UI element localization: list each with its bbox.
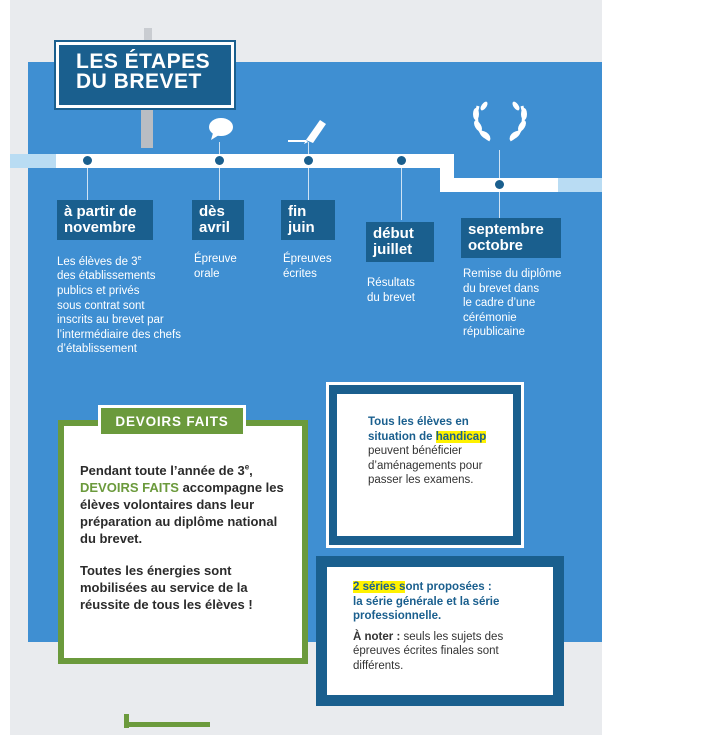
desc-line: du brevet dans: [463, 282, 540, 295]
note-label: À noter :: [353, 630, 401, 643]
date-label-september: [461, 218, 561, 258]
desc-line: Remise du diplôme: [463, 268, 562, 280]
series-line-1-rest: ont proposées :: [405, 581, 492, 593]
connector-line: [87, 168, 88, 200]
desc-line: orale: [194, 267, 220, 280]
devoirs-faits-paragraph-1: [80, 460, 294, 547]
desc-line: Épreuve: [194, 253, 237, 265]
timeline-dot: [215, 156, 224, 165]
date-line: juin: [288, 219, 315, 236]
desc-line: écrites: [283, 267, 317, 280]
connector-line: [219, 168, 220, 200]
laurel-wreath-icon: [470, 98, 530, 144]
date-line: dès: [199, 203, 225, 220]
timeline-dot: [495, 180, 504, 189]
step-description: [463, 267, 593, 340]
timeline-dot: [83, 156, 92, 165]
df-intro: Pendant toute l’année de 3e,: [80, 463, 253, 479]
connector-line: [499, 192, 500, 218]
green-corner-fragment: [124, 722, 210, 727]
desc-line: du brevet: [367, 291, 415, 304]
connector-line: [499, 150, 500, 178]
step-description: [57, 252, 207, 357]
series-paragraph-2: [353, 630, 537, 674]
connector-line: [308, 168, 309, 200]
timeline-dot: [304, 156, 313, 165]
timeline-dot: [397, 156, 406, 165]
handicap-rest: peuvent bénéficier d’aménagements pour passer les examens.: [368, 445, 483, 486]
timeline-rail-step: [440, 154, 454, 192]
desc-line: publics et privés: [57, 285, 140, 298]
devoirs-faits-text: [80, 460, 294, 614]
desc-line: Les élèves de 3e: [57, 255, 142, 268]
title-line-1: LES ÉTAPES: [76, 50, 211, 73]
timeline-rail-left: [10, 154, 56, 168]
handicap-line-1: Tous les élèves en: [368, 416, 469, 428]
date-label-june: [281, 200, 335, 240]
desc-line: inscrits au brevet par: [57, 314, 164, 327]
date-line: juillet: [373, 241, 413, 258]
handicap-text: [368, 415, 508, 488]
note-text: seuls les sujets des épreuves écrites finales sont différents.: [353, 630, 504, 672]
date-label-november: [57, 200, 153, 240]
devoirs-faits-tab: DEVOIRS FAITS: [98, 405, 246, 437]
series-text: [353, 580, 537, 673]
desc-line: le cadre d’une: [463, 297, 536, 310]
step-description: [194, 252, 264, 281]
date-line: septembre: [468, 221, 544, 238]
series-line-2: la série générale et la série professionnelle.: [353, 595, 500, 622]
desc-line: l’intermédiaire des chefs: [57, 328, 182, 341]
timeline-rail-lower: [454, 178, 558, 192]
connector-line: [401, 168, 402, 220]
series-highlight: 2 séries s: [353, 581, 406, 593]
df-highlight: DEVOIRS FAITS: [80, 480, 179, 496]
step-description: [283, 252, 353, 281]
handicap-line-2: situation de: [368, 430, 436, 443]
desc-line: Résultats: [367, 277, 415, 289]
pen-icon: [286, 112, 330, 144]
date-line: fin: [288, 203, 307, 220]
desc-line: sous contrat sont: [57, 299, 145, 312]
df-rest: accompagne les élèves volontaires dans leur préparation au diplôme national du brevet.: [80, 480, 284, 546]
sign-pole: [141, 104, 153, 148]
date-label-april: [192, 200, 244, 240]
timeline-rail: [56, 154, 440, 168]
date-label-july: [366, 222, 434, 262]
devoirs-faits-paragraph-2: Toutes les énergies sont mobilisées au service de la réussite de tous les élèves !: [80, 563, 253, 612]
timeline-rail-right: [558, 178, 602, 192]
desc-line: d’établissement: [57, 343, 137, 356]
date-line: octobre: [468, 237, 524, 254]
date-line: à partir de: [64, 203, 137, 220]
series-paragraph-1: [353, 580, 537, 624]
desc-line: républicaine: [463, 326, 526, 339]
page-title: [76, 52, 236, 92]
desc-line: Épreuves: [283, 253, 332, 265]
date-line: début: [373, 225, 414, 242]
desc-line: cérémonie: [463, 311, 517, 324]
date-line: avril: [199, 219, 230, 236]
title-line-2: DU BREVET: [76, 70, 202, 93]
connector-line: [219, 142, 220, 154]
step-description: [367, 276, 447, 305]
speech-bubble-icon: [207, 116, 235, 142]
date-line: novembre: [64, 219, 136, 236]
desc-line: des établissements: [57, 270, 156, 283]
handicap-highlight: handicap: [435, 430, 487, 443]
connector-line: [308, 142, 309, 154]
